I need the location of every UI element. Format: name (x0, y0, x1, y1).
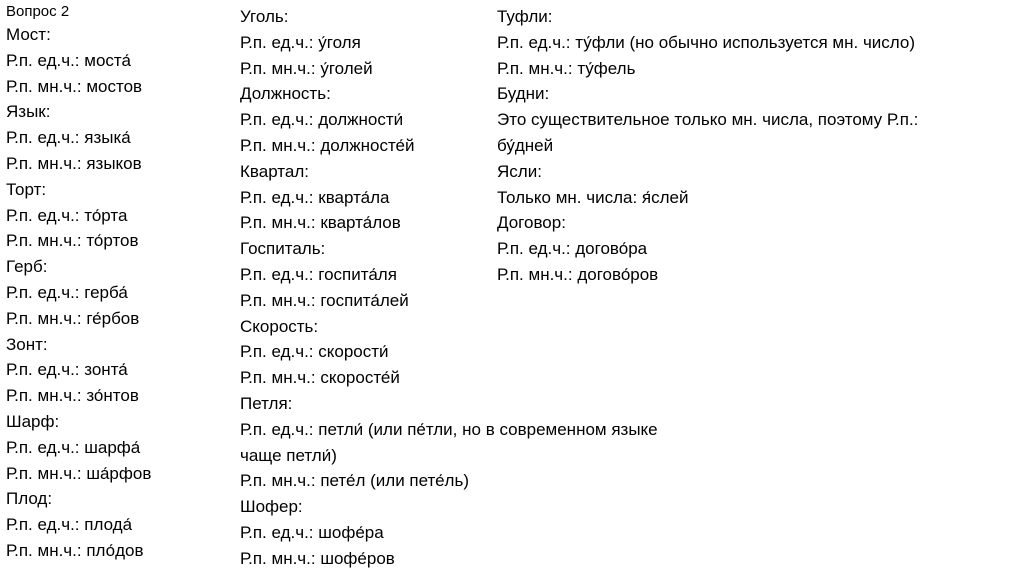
genitive-plural-ugol: Р.п. мн.ч.: у́голей (240, 58, 373, 78)
column-right (497, 4, 997, 288)
genitive-plural-dolzhnost: Р.п. мн.ч.: должносте́й (240, 135, 415, 155)
genitive-plural-shofer: Р.п. мн.ч.: шофе́ров (240, 548, 395, 568)
word-heading-budni: Будни: (497, 84, 550, 104)
word-heading-kvartal: Квартал: (240, 161, 309, 181)
genitive-singular-tort: Р.п. ед.ч.: то́рта (6, 205, 128, 225)
genitive-plural-tort: Р.п. мн.ч.: то́ртов (6, 231, 139, 251)
word-heading-dogovor: Договор: (497, 213, 566, 233)
word-heading-dolzhnost: Должность: (240, 84, 331, 104)
genitive-plural-tufli: Р.п. мн.ч.: ту́фель (497, 58, 636, 78)
word-heading-petlya: Петля: (240, 393, 293, 413)
genitive-plural-most: Р.п. мн.ч.: мостов (6, 76, 143, 96)
genitive-singular-skorost: Р.п. ед.ч.: скорости́ (240, 342, 389, 362)
genitive-singular-kvartal: Р.п. ед.ч.: кварта́ла (240, 187, 390, 207)
genitive-singular-most: Р.п. ед.ч.: моста́ (6, 50, 131, 70)
genitive-singular-plod: Р.п. ед.ч.: плода́ (6, 515, 133, 535)
word-heading-gerb: Герб: (6, 257, 48, 277)
genitive-plural-sharf: Р.п. мн.ч.: ша́рфов (6, 463, 152, 483)
genitive-singular-sharf: Р.п. ед.ч.: шарфа́ (6, 437, 141, 457)
word-heading-tufli: Туфли: (497, 7, 553, 26)
genitive-singular-gospital: Р.п. ед.ч.: госпита́ля (240, 264, 397, 284)
word-heading-yasli: Ясли: (497, 161, 542, 181)
genitive-singular-petlya-continued: чаще петли́) (240, 445, 337, 465)
word-heading-most: Мост: (6, 25, 51, 44)
genitive-singular-dogovor: Р.п. ед.ч.: догово́ра (497, 239, 648, 259)
genitive-plural-gerb: Р.п. мн.ч.: ге́рбов (6, 308, 140, 328)
genitive-plural-dogovor: Р.п. мн.ч.: догово́ров (497, 264, 659, 284)
note-yasli: Только мн. числа: я́слей (497, 187, 689, 207)
slide-title: Вопрос 2 (6, 3, 70, 20)
word-heading-tort: Торт: (6, 179, 47, 199)
genitive-singular-tufli: Р.п. ед.ч.: ту́фли (но обычно используется мн. число) (497, 32, 916, 52)
genitive-plural-plod: Р.п. мн.ч.: пло́дов (6, 540, 144, 560)
genitive-singular-shofer: Р.п. ед.ч.: шофе́ра (240, 522, 384, 542)
genitive-plural-gospital: Р.п. мн.ч.: госпита́лей (240, 290, 409, 310)
genitive-plural-kvartal: Р.п. мн.ч.: кварта́лов (240, 213, 401, 233)
genitive-singular-dolzhnost: Р.п. ед.ч.: должности́ (240, 110, 404, 130)
genitive-singular-petlya: Р.п. ед.ч.: петли́ (или пе́тли, но в современном языке (240, 419, 658, 439)
word-heading-shofer: Шофер: (240, 497, 303, 517)
genitive-singular-zont: Р.п. ед.ч.: зонта́ (6, 360, 128, 380)
genitive-plural-petlya: Р.п. мн.ч.: пете́л (или пете́ль) (240, 471, 469, 491)
word-heading-ugol: Уголь: (240, 7, 289, 26)
genitive-singular-yazyk: Р.п. ед.ч.: языка́ (6, 128, 131, 148)
genitive-plural-zont: Р.п. мн.ч.: зо́нтов (6, 386, 139, 406)
column-left (6, 22, 221, 564)
word-heading-zont: Зонт: (6, 334, 48, 354)
genitive-singular-ugol: Р.п. ед.ч.: у́голя (240, 32, 361, 52)
genitive-plural-skorost: Р.п. мн.ч.: скоросте́й (240, 368, 400, 388)
word-heading-skorost: Скорость: (240, 316, 319, 336)
note-budni: Это существительное только мн. числа, поэтому Р.п.: (497, 110, 919, 130)
note-budni-continued: бу́дней (497, 135, 554, 155)
word-heading-sharf: Шарф: (6, 411, 60, 431)
word-heading-yazyk: Язык: (6, 102, 51, 122)
genitive-plural-yazyk: Р.п. мн.ч.: языков (6, 153, 142, 173)
genitive-singular-gerb: Р.п. ед.ч.: герба́ (6, 282, 128, 302)
word-heading-gospital: Госпиталь: (240, 239, 326, 259)
word-heading-plod: Плод: (6, 489, 53, 509)
